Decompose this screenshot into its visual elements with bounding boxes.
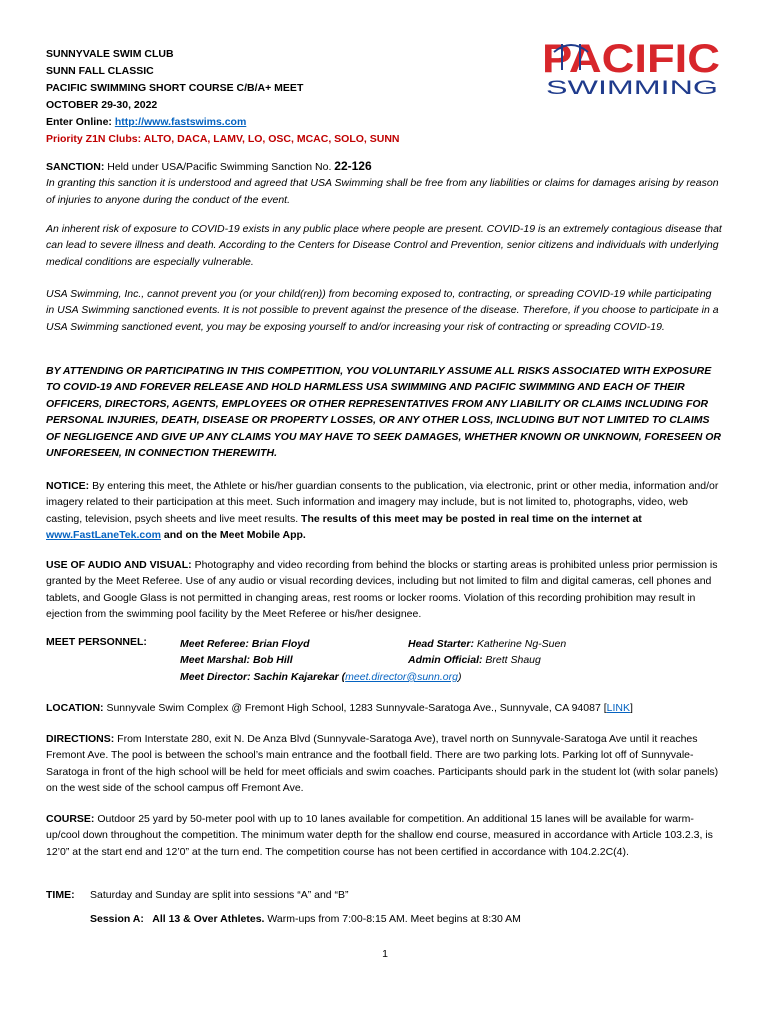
directions-paragraph: [46, 731, 722, 797]
location-text: Sunnyvale Swim Complex @ Fremont High School, 1283 Sunnyvale-Saratoga Ave., Sunnyvale, CA 94087 [: [103, 702, 607, 714]
director-email-link[interactable]: meet.director@sunn.org: [345, 670, 458, 683]
meet-personnel-col2: [408, 636, 566, 669]
notice-label: NOTICE:: [46, 480, 90, 492]
notice-bold-text: The results of this meet may be posted in real time on the internet at: [301, 512, 642, 525]
covid-waiver-paragraph: BY ATTENDING OR PARTICIPATING IN THIS COMPETITION, YOU VOLUNTARILY ASSUME ALL RISKS ASSOCIATED WITH EXPOSURE TO COVID-19 AND FOREVER RELEASE AND HOLD HARMLESS USA SWIMMING AND PACIFIC SWIMMING AND EACH OF THEIR OFFICERS, DIRECTORS, AGENTS, EMPLOYEES OR OTHER REPRESENTATIVES FROM ANY LIABILITY OR CLAIMS INCLUDING FOR PERSONAL INJURIES, DEATH, DISEASE OR PROPERTY LOSSES, OR ANY OTHER LOSS, INCLUDING BUT NOT LIMITED TO CLAIMS OF NEGLIGENCE AND GIVE UP ANY CLAIMS YOU MAY HAVE TO SEEK DAMAGES, WHETHER KNOWN OR UNKNOWN, FORESEEN OR UNFORESEEN, IN CONNECTION THEREWITH.: [46, 365, 721, 460]
admin-line: [408, 652, 566, 668]
priority-clubs: Priority Z1N Clubs: ALTO, DACA, LAMV, LO, OSC, MCAC, SOLO, SUNN: [46, 133, 400, 145]
session-a-text: Warm-ups from 7:00-8:15 AM. Meet begins at 8:30 AM: [264, 913, 521, 925]
marshal-name: Bob Hill: [250, 654, 293, 667]
covid-risk-paragraph: An inherent risk of exposure to COVID-19 exists in any public place where people are present. COVID-19 is an extremely contagious disease that can lead to severe illness and death. According to the Centers for Disease Control and Prevention, senior citizens and individuals with underlying medical conditions are especially vulnerable.: [46, 223, 722, 268]
meet-dates: OCTOBER 29-30, 2022: [46, 99, 158, 111]
starter-name: Katherine Ng-Suen: [473, 638, 567, 650]
meet-name: SUNN FALL CLASSIC: [46, 65, 154, 77]
referee-name: Brian Floyd: [248, 638, 310, 650]
notice-bold-tail: and on the Meet Mobile App.: [160, 529, 306, 542]
admin-name: Brett Shaug: [482, 654, 541, 667]
directions-text: From Interstate 280, exit N. De Anza Blvd (Sunnyvale-Saratoga Ave), travel north on Sunnyvale-Saratoga Ave until it reaches Fremont Ave. The pool is between the school’s main entrance and the football field. There are two parking lots. Parking lot off of Sunnyvale-Saratoga in front of the high school will be held for meet officials and swim coaches. Participants should park in the student lot (with solar panels) on the west side of the school campus off Fremont Ave.: [46, 733, 719, 795]
session-a-label: Session A:: [90, 913, 144, 925]
director-label: Meet Director:: [180, 670, 251, 683]
course-paragraph: [46, 811, 722, 860]
location-close: ]: [629, 702, 633, 714]
pacific-swimming-logo-graphic: [540, 36, 724, 98]
notice-paragraph: [46, 478, 722, 544]
enter-online: [46, 114, 400, 131]
starter-label: Head Starter:: [408, 638, 474, 650]
page-number: 1: [382, 948, 388, 960]
covid-usa-paragraph: USA Swimming, Inc., cannot prevent you (or your child(ren)) from becoming exposed to, contracting, or spreading COVID-19 while participating in USA Swimming sanctioned events. It is not possible to prevent against the presence of the disease. Therefore, if you choose to participate in a USA Swimming sanctioned event, you may be exposing yourself to and/or increasing your risk of contracting or spreading COVID-19.: [46, 288, 719, 333]
club-name: SUNNYVALE SWIM CLUB: [46, 48, 174, 60]
sanction-section: [46, 158, 722, 208]
fastswims-link[interactable]: http://www.fastswims.com: [114, 116, 247, 128]
location-label: LOCATION:: [46, 702, 104, 714]
session-a-line: [90, 913, 521, 925]
marshal-label: Meet Marshal:: [180, 654, 251, 667]
director-close: ): [457, 670, 462, 683]
enter-online-label: Enter Online:: [46, 116, 115, 128]
director-line: [180, 669, 461, 685]
audio-visual-text: Photography and video recording from behind the blocks or starting areas is prohibited unless prior permission is granted by the Meet Referee. Use of any audio or visual recording devices, including but not limited to film and digital cameras, cell phones and tablets, and Google Glass is not permitted in changing areas, rest rooms or locker rooms. Violation of this recording prohibition may result in ejection from the swimming pool facility by the Meet Referee or his/her designee.: [46, 559, 718, 621]
course-label: COURSE:: [46, 813, 95, 825]
sanction-number: 22-126: [334, 159, 372, 173]
meet-personnel-label: MEET PERSONNEL:: [46, 636, 147, 648]
audio-visual-paragraph: [46, 557, 722, 623]
admin-label: Admin Official:: [408, 654, 483, 667]
logo-line1: PACIFIC: [542, 37, 720, 81]
course-text: Outdoor 25 yard by 50-meter pool with up to 10 lanes available for competition. An additional 15 lanes will be available for warm-up/cool down throughout the competition. The minimum water depth for the shallow end course, measured in accordance with Article 103.2.3, is 12’0” at the start end and 12’0” at the turn end. The competition course has not been certified in accordance with 104.2.2C(4).: [46, 813, 713, 858]
meet-header: [46, 46, 400, 148]
location-paragraph: [46, 700, 722, 716]
sanction-line: [46, 158, 722, 175]
logo-line2: SWIMMING: [546, 78, 718, 98]
time-text: Saturday and Sunday are split into sessions “A” and “B”: [90, 889, 349, 901]
session-a-bold: All 13 & Over Athletes.: [143, 913, 265, 925]
fastlanetek-link[interactable]: www.FastLaneTek.com: [46, 529, 161, 542]
audio-visual-label: USE OF AUDIO AND VISUAL:: [46, 559, 192, 571]
referee-label: Meet Referee:: [180, 638, 249, 650]
directions-label: DIRECTIONS:: [46, 733, 115, 745]
meet-type: PACIFIC SWIMMING SHORT COURSE C/B/A+ MEET: [46, 82, 304, 94]
director-name: Sachin Kajarekar (: [250, 670, 346, 683]
time-label: TIME:: [46, 889, 75, 901]
location-map-link[interactable]: LINK: [606, 702, 630, 714]
sanction-label: SANCTION:: [46, 161, 105, 173]
sanction-liability: In granting this sanction it is understood and agreed that USA Swimming shall be free from any liabilities or claims for damages arising by reason of injuries to anyone during the conduct of the event.: [46, 177, 719, 206]
sanction-text: Held under USA/Pacific Swimming Sanction No.: [104, 161, 335, 173]
notice-text: By entering this meet, the Athlete or his/her guardian consents to the publication, via electronic, print or other media, information and/or imagery related to their participation at this meet. Such information and imagery may include, but is not limited to, photographs, video, web casting, television, psych sheets and live meet results.: [46, 480, 719, 525]
starter-line: [408, 636, 566, 652]
pacific-swimming-logo: [540, 36, 724, 98]
